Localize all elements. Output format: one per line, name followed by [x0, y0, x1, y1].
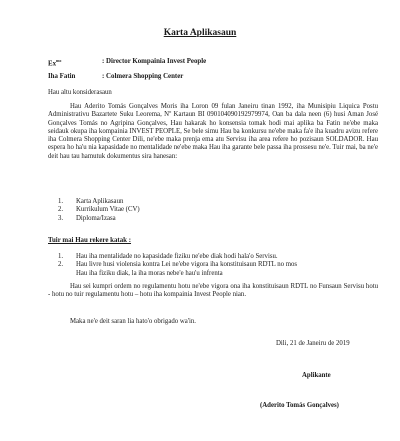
- body-paragraph: Hau Aderito Tomás Gonçalves Moris iha Loron 09 fulan Janeiru tinan 1992, iha Munisipiu Liquica Postu Administrativu Bazartete Suku Leorema, Nº Kartaun BI 090104090192979974, Oan ba dala neen (6) husi Aman José Gonçalves Tomás no Agripina Gonçalves, Hau hakarak ho konsensia tomak hodi mai aplika ba Fatin ne'ebe maka seidauk okupa iha kompainia INVEST PEOPLE, Se bele simu Hau ba konkursu ne'ebe maka fa'e iha kuadru avizu refere iha Colmera Shopping Center Dili, ne'ebe maka prenja ema atu Servisu iha area refere ho pozisaun SOLDADOR. Hau espera ho ha'u nia kapasidade no mentalidade ne'ebe maka Hau iha garante bele passa iha prossesu ne'e. Tuir mai, ba ne'e deit hau tau hamutuk dokumentus sira hanesan:: [48, 103, 378, 160]
- list-item: Hau iha fiziku diak, la iha moras nebe'e hau'u infrenta: [76, 269, 223, 277]
- closing-paragraph: Hau sei kumpri ordem no regulamentu hotu ne'ebe vigora ona iha konstituisaun RDTL no Funsaun Servisu hotu - hotu no tuir regulamentu hotu – hotu iha kompainia Invest People nian.: [48, 283, 378, 299]
- greeting: Hau altu konsiderasaun: [48, 89, 112, 96]
- documents-list: [58, 198, 140, 223]
- list-item: 1. Karta Aplikasaun: [58, 198, 124, 205]
- closing-thanks: Maka ne'e deit saran lia hato'o obrigado wa'in.: [70, 318, 196, 325]
- list-item: 1. Hau iha mentalidade no kapasidade fiziku ne'ebe diak hodi hala'o Servisu.: [58, 253, 278, 260]
- place-label: Iha Fatin: [48, 73, 76, 80]
- recipient-label: $Ex^{mo}$: [48, 58, 62, 68]
- signer-role: Aplikante: [302, 372, 331, 379]
- commitments-list: [58, 253, 297, 278]
- place-value: : Colmera Shopping Center: [102, 73, 184, 80]
- list-item: 3. Diploma/Izasa: [58, 214, 116, 222]
- letter-title: Karta Aplikasaun: [163, 28, 237, 38]
- list-item: 2. Hau livre husi violensia kontra Lei ne'ebe vigora iha konstituisaun RDTL no mos: [58, 261, 298, 269]
- recipient-value: : Director Kompainia Invest People: [102, 58, 207, 65]
- commitment-heading: Tuir mai Hau rekere katak :: [48, 237, 132, 244]
- list-item: 2. Kurrikulum Vitae (CV): [58, 206, 140, 214]
- letter-date: Dili, 21 de Janeiru de 2019: [276, 340, 350, 347]
- signer-name: (Aderito Tomás Gonçalves): [260, 402, 339, 409]
